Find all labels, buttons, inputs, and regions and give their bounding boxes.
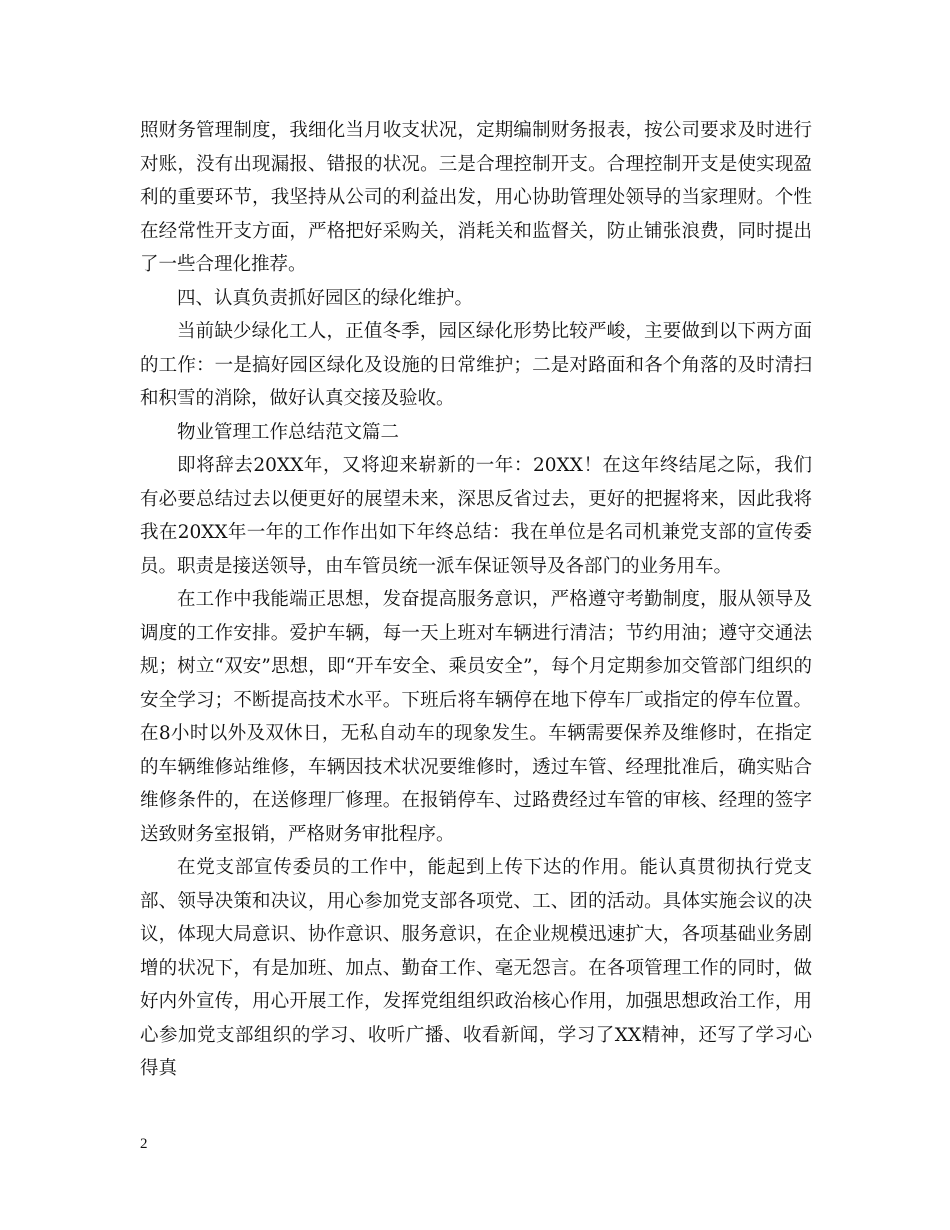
- article-title-part-two: 物业管理工作总结范文篇二: [177, 421, 400, 443]
- paragraph-driving-work: 在工作中我能端正思想，发奋提高服务意识，严格遵守考勤制度，服从领导及调度的工作安排。爱护车辆，每一天上班对车辆进行清洁；节约用油；遵守交通法规；树立“双安”思想，即“开车安全、乘员安全”，每个月定期参加交管部门组织的安全学习；不断提高技术水平。下班后将车辆停在地下停车厂或指定的停车位置。在8小时以外及双休日，无私自动车的现象发生。车辆需要保养及维修时，在指定的车辆维修站维修，车辆因技术状况要维修时，透过车管、经理批准后，确实贴合维修条件的，在送修理厂修理。在报销停车、过路费经过车管的审核、经理的签字送致财务室报销，严格财务审批程序。: [140, 589, 812, 845]
- paragraph-party-work: 在党支部宣传委员的工作中，能起到上传下达的作用。能认真贯彻执行党支部、领导决策和决议，用心参加党支部各项党、工、团的活动。具体实施会议的决议，体现大局意识、协作意识、服务意识，在企业规模迅速扩大，各项基础业务剧增的状况下，有是加班、加点、勤奋工作、毫无怨言。在各项管理工作的同时，做好内外宣传，用心开展工作，发挥党组组织政治核心作用，加强思想政治工作，用心参加党支部组织的学习、收听广播、收看新闻，学习了XX精神，还写了学习心得真: [140, 857, 812, 1079]
- page-number: 2: [140, 1136, 148, 1152]
- document-body: [140, 114, 812, 1086]
- paragraph-year-summary: 即将辞去20XX年，又将迎来崭新的一年：20XX！在这年终结尾之际，我们有必要总结过去以便更好的展望未来，深思反省过去，更好的把握将来，因此我将我在20XX年一年的工作作出如下年终总结：我在单位是名司机兼党支部的宣传委员。职责是接送领导，由车管员统一派车保证领导及各部门的业务用车。: [140, 455, 812, 577]
- section-heading-greening: 四、认真负责抓好园区的绿化维护。: [177, 287, 474, 309]
- paragraph-1: 照财务管理制度，我细化当月收支状况，定期编制财务报表，按公司要求及时进行对账，没有出现漏报、错报的状况。三是合理控制开支。合理控制开支是使实现盈利的重要环节，我坚持从公司的利益出发，用心协助管理处领导的当家理财。个性在经常性开支方面，严格把好采购关，消耗关和监督关，防止铺张浪费，同时提出了一些合理化推荐。: [140, 120, 812, 275]
- paragraph-greening: 当前缺少绿化工人，正值冬季，园区绿化形势比较严峻，主要做到以下两方面的工作：一是搞好园区绿化及设施的日常维护；二是对路面和各个角落的及时清扫和积雪的消除，做好认真交接及验收。: [140, 321, 812, 409]
